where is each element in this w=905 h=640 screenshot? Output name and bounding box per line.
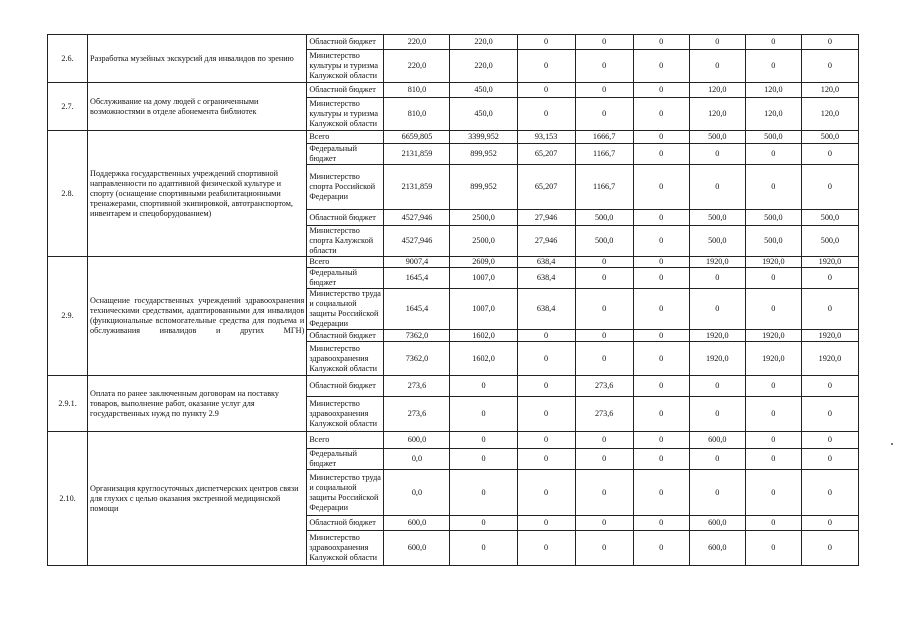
- year-amount-cell: 0: [450, 470, 517, 516]
- year-amount-cell: 0: [801, 449, 858, 470]
- year-amount-cell: 1007,0: [450, 268, 517, 289]
- year-amount-cell: 120,0: [801, 98, 858, 131]
- table-row: [48, 83, 859, 98]
- year-amount-cell: 65,207: [517, 144, 575, 165]
- year-amount-cell: 1166,7: [575, 165, 633, 210]
- year-amount-cell: 0: [517, 376, 575, 397]
- year-amount-cell: 0: [575, 257, 633, 268]
- year-amount-cell: 0: [575, 35, 633, 50]
- total-amount-cell: 0,0: [384, 470, 450, 516]
- year-amount-cell: 0: [575, 98, 633, 131]
- year-amount-cell: 0: [689, 470, 745, 516]
- total-amount-cell: 2131,859: [384, 144, 450, 165]
- total-amount-cell: 4527,946: [384, 210, 450, 226]
- year-amount-cell: 0: [801, 289, 858, 330]
- funding-source: Областной бюджет: [307, 330, 384, 342]
- table-row: [48, 432, 859, 449]
- year-amount-cell: 0: [745, 268, 801, 289]
- funding-source: Всего: [307, 131, 384, 144]
- total-amount-cell: 600,0: [384, 516, 450, 531]
- year-amount-cell: 0: [633, 83, 689, 98]
- year-amount-cell: 0: [575, 330, 633, 342]
- year-amount-cell: 27,946: [517, 226, 575, 257]
- total-amount-cell: 9007,4: [384, 257, 450, 268]
- year-amount-cell: 0: [801, 516, 858, 531]
- year-amount-cell: 0: [633, 470, 689, 516]
- year-amount-cell: 1920,0: [689, 257, 745, 268]
- total-amount-cell: 1645,4: [384, 268, 450, 289]
- budget-table: [47, 34, 859, 566]
- item-number: 2.9.1.: [48, 376, 88, 432]
- year-amount-cell: 500,0: [689, 131, 745, 144]
- year-amount-cell: 1920,0: [745, 342, 801, 376]
- year-amount-cell: 500,0: [801, 210, 858, 226]
- year-amount-cell: 0: [517, 516, 575, 531]
- year-amount-cell: 1602,0: [450, 342, 517, 376]
- year-amount-cell: 0: [517, 470, 575, 516]
- total-amount-cell: 4527,946: [384, 226, 450, 257]
- year-amount-cell: 0: [745, 165, 801, 210]
- year-amount-cell: 0: [450, 397, 517, 432]
- funding-source: Областной бюджет: [307, 516, 384, 531]
- year-amount-cell: 600,0: [689, 516, 745, 531]
- year-amount-cell: 0: [517, 83, 575, 98]
- funding-source: Федеральный бюджет: [307, 449, 384, 470]
- total-amount-cell: 0,0: [384, 449, 450, 470]
- year-amount-cell: 600,0: [689, 432, 745, 449]
- year-amount-cell: 0: [450, 531, 517, 566]
- year-amount-cell: 3399,952: [450, 131, 517, 144]
- year-amount-cell: 638,4: [517, 268, 575, 289]
- year-amount-cell: 0: [633, 50, 689, 83]
- total-amount-cell: 810,0: [384, 98, 450, 131]
- year-amount-cell: 0: [745, 449, 801, 470]
- year-amount-cell: 0: [633, 165, 689, 210]
- year-amount-cell: 450,0: [450, 83, 517, 98]
- total-amount-cell: 7362,0: [384, 342, 450, 376]
- year-amount-cell: 1920,0: [745, 257, 801, 268]
- year-amount-cell: 1920,0: [689, 330, 745, 342]
- year-amount-cell: 0: [633, 397, 689, 432]
- year-amount-cell: 1666,7: [575, 131, 633, 144]
- total-amount-cell: 220,0: [384, 35, 450, 50]
- year-amount-cell: 0: [689, 50, 745, 83]
- year-amount-cell: 0: [633, 257, 689, 268]
- year-amount-cell: 1166,7: [575, 144, 633, 165]
- year-amount-cell: 0: [450, 432, 517, 449]
- year-amount-cell: 0: [633, 376, 689, 397]
- year-amount-cell: 0: [689, 289, 745, 330]
- year-amount-cell: 500,0: [689, 210, 745, 226]
- year-amount-cell: 0: [689, 165, 745, 210]
- year-amount-cell: 1920,0: [801, 342, 858, 376]
- total-amount-cell: 1645,4: [384, 289, 450, 330]
- year-amount-cell: 0: [450, 449, 517, 470]
- year-amount-cell: 638,4: [517, 257, 575, 268]
- year-amount-cell: 0: [633, 268, 689, 289]
- table-row: [48, 35, 859, 50]
- funding-source: Федеральный бюджет: [307, 268, 384, 289]
- year-amount-cell: 0: [745, 144, 801, 165]
- year-amount-cell: 0: [801, 397, 858, 432]
- total-amount-cell: 2131,859: [384, 165, 450, 210]
- year-amount-cell: 0: [517, 35, 575, 50]
- year-amount-cell: 0: [801, 470, 858, 516]
- funding-source: Областной бюджет: [307, 83, 384, 98]
- year-amount-cell: 0: [633, 144, 689, 165]
- year-amount-cell: 0: [633, 330, 689, 342]
- year-amount-cell: 500,0: [745, 210, 801, 226]
- year-amount-cell: 0: [689, 449, 745, 470]
- year-amount-cell: 273,6: [575, 376, 633, 397]
- year-amount-cell: 1920,0: [801, 257, 858, 268]
- year-amount-cell: 0: [745, 470, 801, 516]
- year-amount-cell: 0: [633, 449, 689, 470]
- year-amount-cell: 0: [801, 144, 858, 165]
- year-amount-cell: 0: [575, 289, 633, 330]
- funding-source: Министерство здравоохранения Калужской области: [307, 342, 384, 376]
- total-amount-cell: 7362,0: [384, 330, 450, 342]
- year-amount-cell: 0: [633, 35, 689, 50]
- item-number: 2.7.: [48, 83, 88, 131]
- item-number: 2.8.: [48, 131, 88, 257]
- funding-source: Министерство труда и социальной защиты Российской Федерации: [307, 289, 384, 330]
- year-amount-cell: 0: [633, 432, 689, 449]
- year-amount-cell: 0: [517, 397, 575, 432]
- year-amount-cell: 0: [517, 432, 575, 449]
- funding-source: Областной бюджет: [307, 376, 384, 397]
- year-amount-cell: 0: [575, 449, 633, 470]
- year-amount-cell: 120,0: [745, 98, 801, 131]
- year-amount-cell: 0: [689, 376, 745, 397]
- year-amount-cell: 2500,0: [450, 210, 517, 226]
- year-amount-cell: 120,0: [689, 83, 745, 98]
- item-number: 2.6.: [48, 35, 88, 83]
- year-amount-cell: 27,946: [517, 210, 575, 226]
- year-amount-cell: 0: [633, 342, 689, 376]
- item-description: Организация круглосуточных диспетчерских центров связи для глухих с целью оказания экстренной медицинской помощи: [88, 432, 307, 566]
- year-amount-cell: 500,0: [745, 131, 801, 144]
- year-amount-cell: 0: [745, 376, 801, 397]
- year-amount-cell: 0: [689, 144, 745, 165]
- year-amount-cell: 0: [745, 35, 801, 50]
- year-amount-cell: 500,0: [745, 226, 801, 257]
- year-amount-cell: 0: [575, 432, 633, 449]
- total-amount-cell: 6659,805: [384, 131, 450, 144]
- year-amount-cell: 600,0: [689, 531, 745, 566]
- year-amount-cell: 0: [745, 516, 801, 531]
- year-amount-cell: 0: [745, 432, 801, 449]
- year-amount-cell: 1920,0: [801, 330, 858, 342]
- year-amount-cell: 0: [633, 98, 689, 131]
- year-amount-cell: 0: [575, 531, 633, 566]
- year-amount-cell: 0: [575, 268, 633, 289]
- year-amount-cell: 0: [801, 35, 858, 50]
- year-amount-cell: 0: [450, 376, 517, 397]
- funding-source: Министерство культуры и туризма Калужской области: [307, 50, 384, 83]
- year-amount-cell: 0: [745, 531, 801, 566]
- year-amount-cell: 120,0: [689, 98, 745, 131]
- table-row: [48, 376, 859, 397]
- funding-source: Всего: [307, 432, 384, 449]
- year-amount-cell: 220,0: [450, 35, 517, 50]
- year-amount-cell: 899,952: [450, 165, 517, 210]
- funding-source: Министерство культуры и туризма Калужской области: [307, 98, 384, 131]
- year-amount-cell: 500,0: [575, 210, 633, 226]
- year-amount-cell: 500,0: [689, 226, 745, 257]
- total-amount-cell: 273,6: [384, 376, 450, 397]
- year-amount-cell: 93,153: [517, 131, 575, 144]
- year-amount-cell: 1602,0: [450, 330, 517, 342]
- year-amount-cell: 0: [801, 432, 858, 449]
- table-row: [48, 257, 859, 268]
- year-amount-cell: 0: [517, 342, 575, 376]
- year-amount-cell: 0: [689, 397, 745, 432]
- funding-source: Министерство здравоохранения Калужской области: [307, 397, 384, 432]
- year-amount-cell: 0: [633, 226, 689, 257]
- year-amount-cell: 0: [745, 50, 801, 83]
- funding-source: Министерство труда и социальной защиты Российской Федерации: [307, 470, 384, 516]
- year-amount-cell: 0: [801, 531, 858, 566]
- year-amount-cell: 500,0: [575, 226, 633, 257]
- year-amount-cell: 1007,0: [450, 289, 517, 330]
- year-amount-cell: 0: [633, 531, 689, 566]
- funding-source: Федеральный бюджет: [307, 144, 384, 165]
- item-description: Разработка музейных экскурсий для инвалидов по зрению: [88, 35, 307, 83]
- year-amount-cell: 0: [450, 516, 517, 531]
- year-amount-cell: 0: [575, 516, 633, 531]
- year-amount-cell: 120,0: [745, 83, 801, 98]
- year-amount-cell: 0: [745, 397, 801, 432]
- year-amount-cell: 450,0: [450, 98, 517, 131]
- year-amount-cell: 0: [801, 376, 858, 397]
- year-amount-cell: 2609,0: [450, 257, 517, 268]
- year-amount-cell: 65,207: [517, 165, 575, 210]
- year-amount-cell: 0: [517, 98, 575, 131]
- year-amount-cell: 0: [575, 470, 633, 516]
- funding-source: Областной бюджет: [307, 210, 384, 226]
- funding-source: Министерство спорта Российской Федерации: [307, 165, 384, 210]
- year-amount-cell: 0: [575, 50, 633, 83]
- year-amount-cell: 273,6: [575, 397, 633, 432]
- total-amount-cell: 273,6: [384, 397, 450, 432]
- item-description: Оснащение государственных учреждений здравоохранения техническими средствами, адаптированными для инвалидов (функциональные вспомогательные средства для подъема и обслуживания инвалидов и других МГН): [88, 257, 307, 376]
- year-amount-cell: 638,4: [517, 289, 575, 330]
- year-amount-cell: 0: [517, 330, 575, 342]
- year-amount-cell: 500,0: [801, 226, 858, 257]
- year-amount-cell: 0: [633, 210, 689, 226]
- year-amount-cell: 1920,0: [745, 330, 801, 342]
- year-amount-cell: 0: [517, 449, 575, 470]
- year-amount-cell: 220,0: [450, 50, 517, 83]
- item-number: 2.10.: [48, 432, 88, 566]
- scan-mark: [891, 443, 893, 445]
- total-amount-cell: 600,0: [384, 531, 450, 566]
- funding-source: Областной бюджет: [307, 35, 384, 50]
- funding-source: Министерство спорта Калужской области: [307, 226, 384, 257]
- item-description: Поддержка государственных учреждений спортивной направленности по адаптивной физической культуре и спорту (оснащение спортивными реабилитационными тренажерами, спортивной экипировкой, автотранспортом, инвентарем и спецоборудованием): [88, 131, 307, 257]
- year-amount-cell: 0: [633, 131, 689, 144]
- funding-source: Всего: [307, 257, 384, 268]
- year-amount-cell: 0: [801, 50, 858, 83]
- year-amount-cell: 2500,0: [450, 226, 517, 257]
- table-row: [48, 131, 859, 144]
- item-description: Обслуживание на дому людей с ограниченными возможностями в отделе абонемента библиотек: [88, 83, 307, 131]
- year-amount-cell: 0: [745, 289, 801, 330]
- year-amount-cell: 0: [575, 342, 633, 376]
- year-amount-cell: 1920,0: [689, 342, 745, 376]
- year-amount-cell: 0: [633, 516, 689, 531]
- year-amount-cell: 500,0: [801, 131, 858, 144]
- year-amount-cell: 0: [517, 531, 575, 566]
- total-amount-cell: 600,0: [384, 432, 450, 449]
- year-amount-cell: 0: [575, 83, 633, 98]
- funding-source: Министерство здравоохранения Калужской области: [307, 531, 384, 566]
- total-amount-cell: 220,0: [384, 50, 450, 83]
- item-description: Оплата по ранее заключенным договорам на поставку товаров, выполнение работ, оказание услуг для государственных нужд по пункту 2.9: [88, 376, 307, 432]
- year-amount-cell: 0: [689, 35, 745, 50]
- year-amount-cell: 0: [689, 268, 745, 289]
- year-amount-cell: 120,0: [801, 83, 858, 98]
- year-amount-cell: 0: [801, 268, 858, 289]
- year-amount-cell: 0: [801, 165, 858, 210]
- total-amount-cell: 810,0: [384, 83, 450, 98]
- year-amount-cell: 0: [633, 289, 689, 330]
- item-number: 2.9.: [48, 257, 88, 376]
- year-amount-cell: 899,952: [450, 144, 517, 165]
- year-amount-cell: 0: [517, 50, 575, 83]
